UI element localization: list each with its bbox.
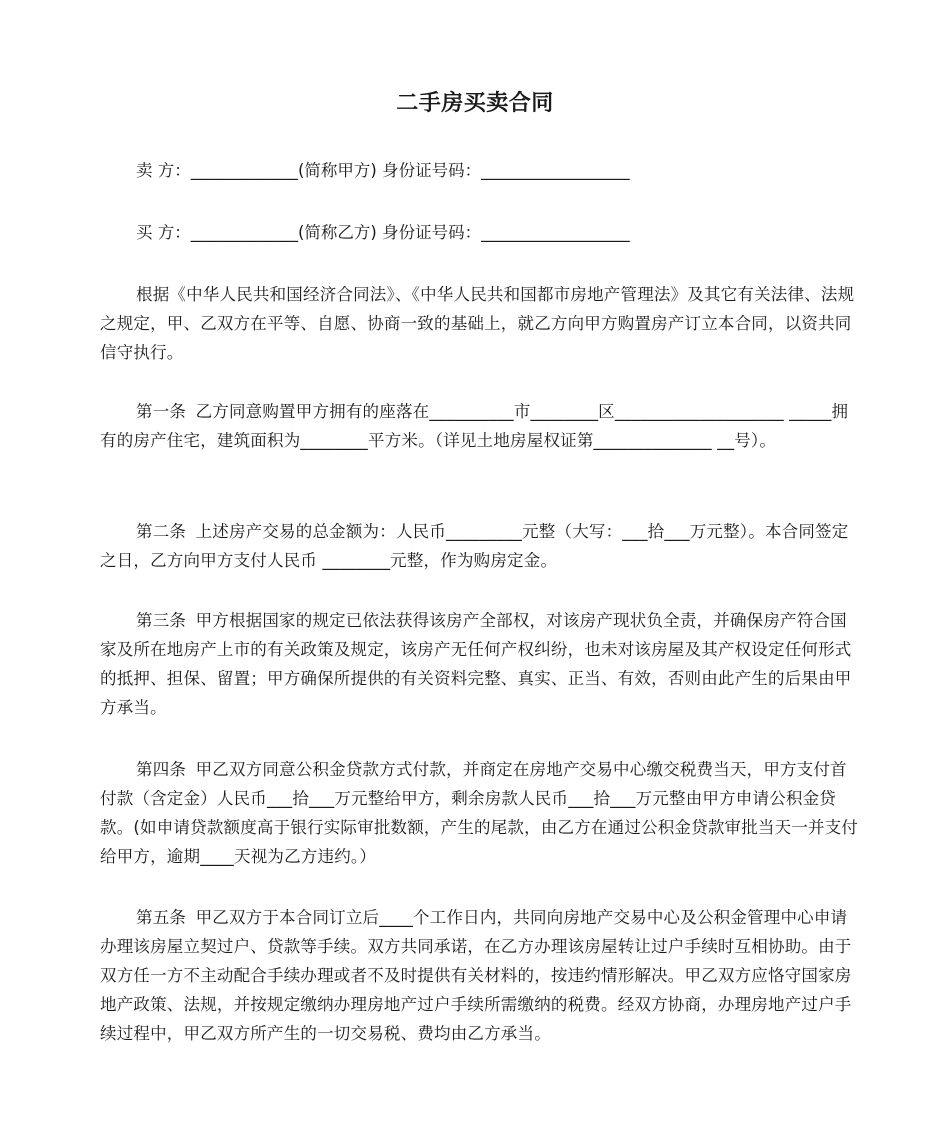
article-3 (100, 606, 860, 722)
seller-line: 卖 方：_____________(简称甲方) 身份证号码：__________________ (136, 161, 630, 180)
article-3-text: 甲方根据国家的规定已依法获得该房产全部权，对该房产现状负全责，并确保房产符合国家及所在地房产上市的有关政策及规定，该房产无任何产权纠纷，也未对该房屋及其产权设定任何形式的抵押、担保、留置；甲方确保所提供的有关资料完整、真实、正当、有效，否则由此产生的后果由甲方承当。 (100, 611, 852, 717)
article-5 (100, 903, 860, 1048)
article-1-label: 第一条 (136, 402, 187, 421)
article-4-text: 甲乙双方同意公积金贷款方式付款，并商定在房地产交易中心缴交税费当天，甲方支付首付款（含定金）人民币___拾___万元整给甲方，剩余房款人民币___拾___万元整由甲方申请公积金贷款。(如申请贷款额度高于银行实际审批数额，产生的尾款，由乙方在通过公积金贷款审批当天一并支付给甲方，逾期____天视为乙方违约。） (100, 760, 859, 866)
article-2-text: 上述房产交易的总金额为：人民币_________元整（大写：___拾___万元整）。本合同签定之日，乙方向甲方支付人民币 ________元整，作为购房定金。 (100, 522, 849, 570)
article-2 (100, 517, 860, 575)
article-5-text: 甲乙双方于本合同订立后____个工作日内，共同向房地产交易中心及公积金管理中心申请办理该房屋立契过户、贷款等手续。双方共同承诺，在乙方办理该房屋转让过户手续时互相协助。由于双方任一方不主动配合手续办理或者不及时提供有关材料的，按违约情形解决。甲乙双方应恪守国家房地产政策、法规，并按规定缴纳办理房地产过户手续所需缴纳的税费。经双方协商，办理房地产过户手续过程中，甲乙双方所产生的一切交易税、费均由乙方承当。 (100, 908, 852, 1043)
article-4-label: 第四条 (136, 760, 187, 779)
article-1 (100, 397, 860, 455)
preamble-paragraph: 根据《中华人民共和国经济合同法》、《中华人民共和国都市房地产管理法》及其它有关法律、法规之规定，甲、乙双方在平等、自愿、协商一致的基础上，就乙方向甲方购置房产订立本合同，以资共同信守执行。 (100, 285, 855, 362)
buyer-line: 买 方：_____________(简称乙方) 身份证号码：__________________ (136, 223, 630, 242)
article-2-label: 第二条 (136, 522, 187, 541)
contract-title: 二手房买卖合同 (396, 91, 554, 116)
article-3-label: 第三条 (136, 611, 187, 630)
article-4 (100, 755, 860, 871)
article-1-text: 乙方同意购置甲方拥有的座落在__________市________区____________________ _____拥有的房产住宅，建筑面积为________平方米。（详见土地房屋权证第______________ __号）。 (100, 402, 849, 450)
article-5-label: 第五条 (136, 908, 187, 927)
